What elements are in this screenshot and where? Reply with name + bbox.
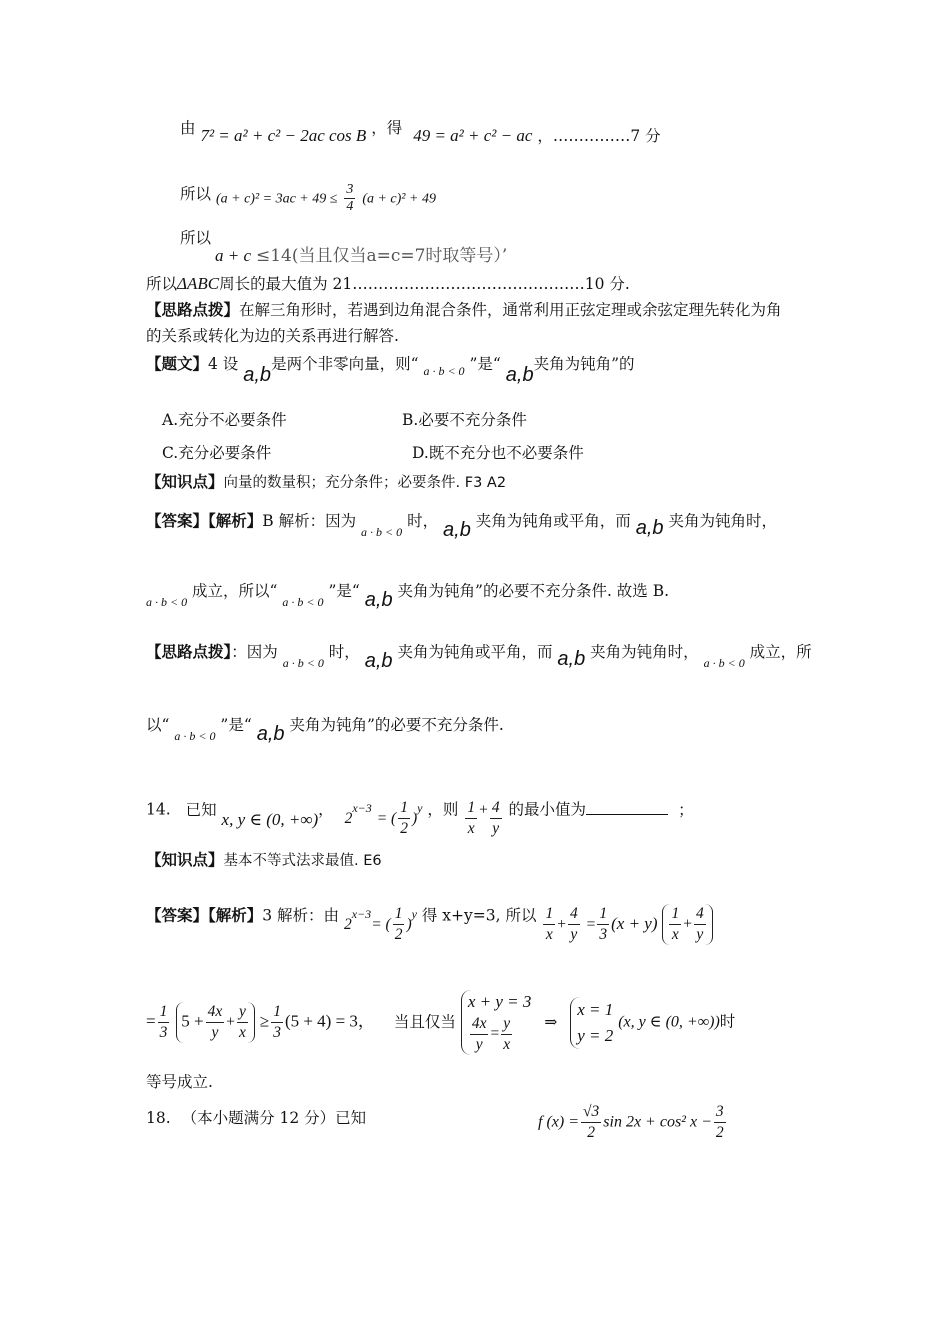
ineq-right: (a + c)² + 49 bbox=[362, 191, 436, 207]
q14-base: 2 bbox=[344, 809, 353, 827]
de-text: ，得 bbox=[371, 119, 403, 137]
l2-eq: = bbox=[146, 1011, 156, 1031]
q14-rparen: ) bbox=[411, 809, 418, 827]
l2-geq: ≥ bbox=[259, 1011, 270, 1031]
two2: 2 bbox=[715, 1124, 724, 1141]
q4-intro-b: 是两个非零向量，则“ bbox=[271, 355, 419, 373]
q14-eq: = ( bbox=[376, 809, 397, 827]
l2-y: y bbox=[211, 1024, 219, 1041]
solution-line-2 bbox=[180, 182, 436, 215]
ans-eq: = ( bbox=[371, 915, 391, 933]
l2-result: (5 + 4) = 3， bbox=[284, 1011, 375, 1031]
solution-line-4 bbox=[146, 274, 630, 294]
sol-x: x = 1 bbox=[577, 999, 614, 1019]
q14-known: 已知 bbox=[185, 800, 217, 819]
q18-function bbox=[538, 1102, 728, 1143]
two: 2 bbox=[587, 1124, 595, 1141]
tip-text-2: 的关系或转化为边的关系再进行解答. bbox=[146, 327, 399, 345]
q4-intro-c: ”是“ bbox=[469, 355, 501, 373]
system-of-equations bbox=[461, 990, 532, 1055]
q14-knowledge-point bbox=[146, 850, 382, 871]
ans-vectors: a,b bbox=[443, 519, 471, 541]
q4-tip2-b: ”是“ bbox=[220, 716, 252, 734]
ans-f1b bbox=[669, 904, 681, 945]
q14-frac1 bbox=[465, 798, 477, 839]
q4-tag: 【题文】 bbox=[146, 354, 209, 373]
l2-third-2 bbox=[271, 1002, 283, 1043]
option-d: D.既不充分也不必要条件 bbox=[412, 444, 584, 462]
ans-cond: a · b < 0 bbox=[361, 525, 403, 539]
l2-plus: + bbox=[226, 1013, 236, 1031]
half-num: 1 bbox=[398, 798, 410, 819]
ans-f2b-num: 4 bbox=[694, 904, 706, 925]
q14-number: 14. bbox=[146, 800, 171, 819]
q4-tip-cond-2: a · b < 0 bbox=[703, 656, 745, 670]
q14-stem bbox=[146, 790, 694, 837]
implies-arrow: ⇒ bbox=[544, 1013, 558, 1031]
q4-tip2-c: 夹角为钝角”的必要不充分条件. bbox=[289, 716, 504, 734]
q14-frac2 bbox=[490, 798, 502, 839]
frac-den: 4 bbox=[346, 199, 354, 214]
q18-number: 18. bbox=[146, 1109, 171, 1127]
sys-y: y bbox=[475, 1036, 483, 1053]
ans-rexp: y bbox=[411, 907, 417, 922]
solution-line-1 bbox=[180, 119, 661, 146]
option-c: C.充分必要条件 bbox=[162, 444, 272, 462]
ans-f2b-den: y bbox=[696, 926, 704, 943]
ans-tag: 【答案】【解析】 bbox=[146, 511, 263, 530]
ans-xy: (x + y) bbox=[611, 913, 658, 933]
ans-d: 夹角为钝角时， bbox=[668, 512, 777, 530]
q4-tip-tag: 【思路点拨】 bbox=[146, 642, 232, 661]
tip-line-1 bbox=[146, 300, 782, 320]
ans-f1-den: x bbox=[545, 926, 553, 943]
ans2-c: 夹角为钝角”的必要不充分条件. 故选 B. bbox=[397, 582, 670, 600]
sol-y: y = 2 bbox=[577, 1025, 614, 1045]
option-a: A.充分不必要条件 bbox=[162, 411, 287, 429]
three-over-two bbox=[714, 1102, 726, 1143]
l2-dang: 当且仅当 bbox=[393, 1012, 456, 1031]
q14-min: 的最小值为 bbox=[508, 800, 587, 819]
q18-text: （本小题满分 12 分）已知 bbox=[181, 1109, 367, 1127]
l2-third bbox=[158, 1002, 170, 1043]
tip-line-2 bbox=[146, 326, 399, 346]
q4-tip-cond: a · b < 0 bbox=[282, 656, 324, 670]
suoyi-text: 所以 bbox=[180, 184, 212, 203]
sys-y-x bbox=[501, 1014, 512, 1055]
half-den: 2 bbox=[400, 820, 408, 837]
score-7: ，……………7 分 bbox=[537, 127, 661, 145]
triangle-abc: ΔABC bbox=[177, 274, 220, 293]
ans-plus-b: + bbox=[683, 915, 692, 933]
option-b: B.必要不充分条件 bbox=[402, 411, 527, 429]
sqrt3-over-2 bbox=[581, 1102, 601, 1143]
sys-line2: $\frac{4x}{y}$ = $\frac{y}{x}$ bbox=[471, 1015, 511, 1053]
l2-xd: x bbox=[239, 1024, 246, 1041]
ans2-a: 成立，所以“ bbox=[192, 582, 278, 600]
ans2-b: ”是“ bbox=[328, 582, 360, 600]
sol-domain: (x, y ∈ (0, +∞)) bbox=[618, 1013, 720, 1031]
three-quarters-fraction bbox=[344, 182, 355, 215]
ans-f2 bbox=[568, 904, 580, 945]
you-text: 由 bbox=[180, 119, 196, 137]
q4-knowledge-point bbox=[146, 472, 506, 493]
f2-num: 4 bbox=[490, 798, 502, 819]
q14-ans-a: 3 解析：由 bbox=[262, 906, 340, 925]
q4-answer-line-2 bbox=[146, 580, 670, 611]
l2-third2-den: 3 bbox=[273, 1024, 281, 1041]
q4-tip-vectors-2: a,b bbox=[557, 648, 586, 670]
ans-half bbox=[393, 904, 405, 945]
frac-num: 3 bbox=[346, 182, 354, 197]
kp-tag: 【知识点】 bbox=[146, 472, 224, 491]
vectors-ab: a,b bbox=[243, 364, 272, 386]
vectors-ab-2: a,b bbox=[505, 364, 534, 386]
ans-f1b-den: x bbox=[671, 926, 679, 943]
f2-den: y bbox=[492, 820, 500, 837]
q14-end: 等号成立. bbox=[146, 1073, 213, 1091]
three: 3 bbox=[714, 1102, 726, 1123]
ans-exp: x−3 bbox=[351, 907, 372, 922]
ans-half-num: 1 bbox=[393, 904, 405, 925]
sys-4x: 4x bbox=[470, 1014, 489, 1035]
l2-4x-y bbox=[206, 1002, 225, 1043]
suoyi-text-3: 所以 bbox=[146, 275, 178, 293]
third-num: 1 bbox=[597, 904, 609, 925]
q4-tip-a: ：因为 bbox=[231, 643, 278, 661]
q4-tip-d: 夹角为钝角时， bbox=[590, 643, 699, 661]
sys-xd: x bbox=[503, 1036, 511, 1053]
ans2-cond: a · b < 0 bbox=[146, 595, 188, 609]
suoyi-text-2: 所以 bbox=[180, 229, 212, 247]
q4-tip-c: 夹角为钝角或平角，而 bbox=[397, 643, 553, 661]
ans-f1-num: 1 bbox=[543, 904, 555, 925]
l2-y-x bbox=[237, 1002, 248, 1043]
substituted-equation: 49 = a² + c² − ac bbox=[413, 126, 533, 145]
q14-domain: x, y ∈ (0, +∞) bbox=[221, 809, 319, 829]
l2-five: 5 + bbox=[181, 1011, 204, 1031]
answer-blank[interactable] bbox=[586, 800, 668, 815]
tip-text-1: 在解三角形时，若遇到边角混合条件，通常利用正弦定理或余弦定理先转化为角 bbox=[239, 301, 782, 319]
f1-den: x bbox=[467, 820, 475, 837]
sol-shi: 时 bbox=[719, 1012, 736, 1031]
q4-tip-vectors: a,b bbox=[364, 650, 393, 672]
ans-c: 夹角为钝角或平角，而 bbox=[475, 512, 631, 530]
bound-14-text: ≤14(当且仅当a=c=7时取等号）’ bbox=[255, 246, 508, 266]
ans-f1 bbox=[543, 904, 555, 945]
q14-answer-line-1 bbox=[146, 896, 713, 943]
solution-line-3 bbox=[180, 228, 508, 266]
sys-line1: x + y = 3 bbox=[467, 992, 532, 1011]
q14-kp-text: 基本不等式法求最值. E6 bbox=[223, 853, 382, 869]
a-plus-c: a + c bbox=[215, 246, 252, 265]
f-mid: sin 2x + cos² x − bbox=[603, 1113, 712, 1131]
ans2-cond-2: a · b < 0 bbox=[282, 595, 324, 609]
ans-f1b-num: 1 bbox=[669, 904, 681, 925]
ans-b: 时， bbox=[407, 512, 439, 530]
q4-intro-d: 夹角为钝角”的 bbox=[533, 355, 635, 373]
q4-tip-b: 时， bbox=[328, 643, 360, 661]
sys-yn: y bbox=[501, 1014, 512, 1035]
q14-plus: + bbox=[479, 801, 488, 819]
ans-base: 2 bbox=[344, 915, 352, 933]
q4-tip2-cond: a · b < 0 bbox=[174, 729, 216, 743]
q14-ans-tag: 【答案】【解析】 bbox=[146, 905, 263, 925]
ans-f2b bbox=[694, 904, 706, 945]
q14-ans-b: 得 x+y=3, 所以 bbox=[421, 906, 537, 925]
dot-product-condition: a · b < 0 bbox=[423, 364, 465, 378]
q4-intro-a: 4 设 bbox=[208, 355, 239, 373]
f-left: f (x) = bbox=[538, 1113, 579, 1131]
solution-system bbox=[570, 997, 613, 1049]
l2-4x: 4x bbox=[206, 1002, 225, 1023]
ans-eq2: = bbox=[586, 915, 596, 933]
l2-yn: y bbox=[237, 1002, 248, 1023]
q14-semicolon: ； bbox=[678, 800, 694, 819]
q14-kp-tag: 【知识点】 bbox=[146, 850, 224, 869]
l2-third-den: 3 bbox=[159, 1024, 168, 1041]
q4-stem bbox=[146, 353, 635, 386]
q4-tip-line-2 bbox=[146, 714, 504, 745]
l2-paren-group bbox=[176, 1002, 255, 1043]
third-den: 3 bbox=[599, 926, 608, 943]
l2-third-num: 1 bbox=[158, 1002, 170, 1023]
q14-ze: ，则 bbox=[427, 800, 459, 819]
kp-text: 向量的数量积；充分条件；必要条件. F3 A2 bbox=[223, 475, 507, 491]
q4-tip-e: 成立，所 bbox=[749, 643, 812, 661]
q4-tip2-a: 以“ bbox=[146, 716, 170, 734]
cosine-law-equation: 7² = a² + c² − 2ac cos B bbox=[200, 126, 367, 145]
ans2-vectors: a,b bbox=[364, 589, 393, 611]
ans-plus: + bbox=[557, 915, 566, 933]
ineq-left: (a + c)² = 3ac + 49 ≤ bbox=[215, 191, 338, 207]
tip-tag: 【思路点拨】 bbox=[146, 300, 240, 319]
perimeter-max-text: 周长的最大值为 21………………………………………10 分. bbox=[219, 275, 630, 293]
q14-comma: ， bbox=[318, 800, 334, 819]
q4-answer-line-1 bbox=[146, 510, 777, 541]
q4-tip-line-1 bbox=[146, 641, 812, 672]
ans-f2-den: y bbox=[570, 926, 578, 943]
l2-third2-num: 1 bbox=[271, 1002, 283, 1023]
ans-paren-group bbox=[662, 904, 712, 945]
q4-tip2-vectors: a,b bbox=[256, 723, 285, 745]
sys-4x-y bbox=[470, 1014, 489, 1055]
q14-answer-line-2 bbox=[146, 990, 735, 1055]
ans-vectors-2: a,b bbox=[635, 517, 664, 539]
ans-half-den: 2 bbox=[394, 926, 403, 943]
f1-num: 1 bbox=[465, 798, 477, 819]
ans-a: B 解析：因为 bbox=[262, 512, 357, 530]
ans-f2-num: 4 bbox=[568, 904, 580, 925]
q18-stem bbox=[146, 1108, 366, 1128]
ans-third bbox=[597, 904, 609, 945]
sqrt3: √3 bbox=[581, 1102, 601, 1123]
q14-rexp: y bbox=[417, 801, 423, 816]
ans-rparen: ) bbox=[406, 915, 412, 933]
q14-exp: x−3 bbox=[352, 801, 372, 816]
q14-half bbox=[398, 798, 410, 839]
